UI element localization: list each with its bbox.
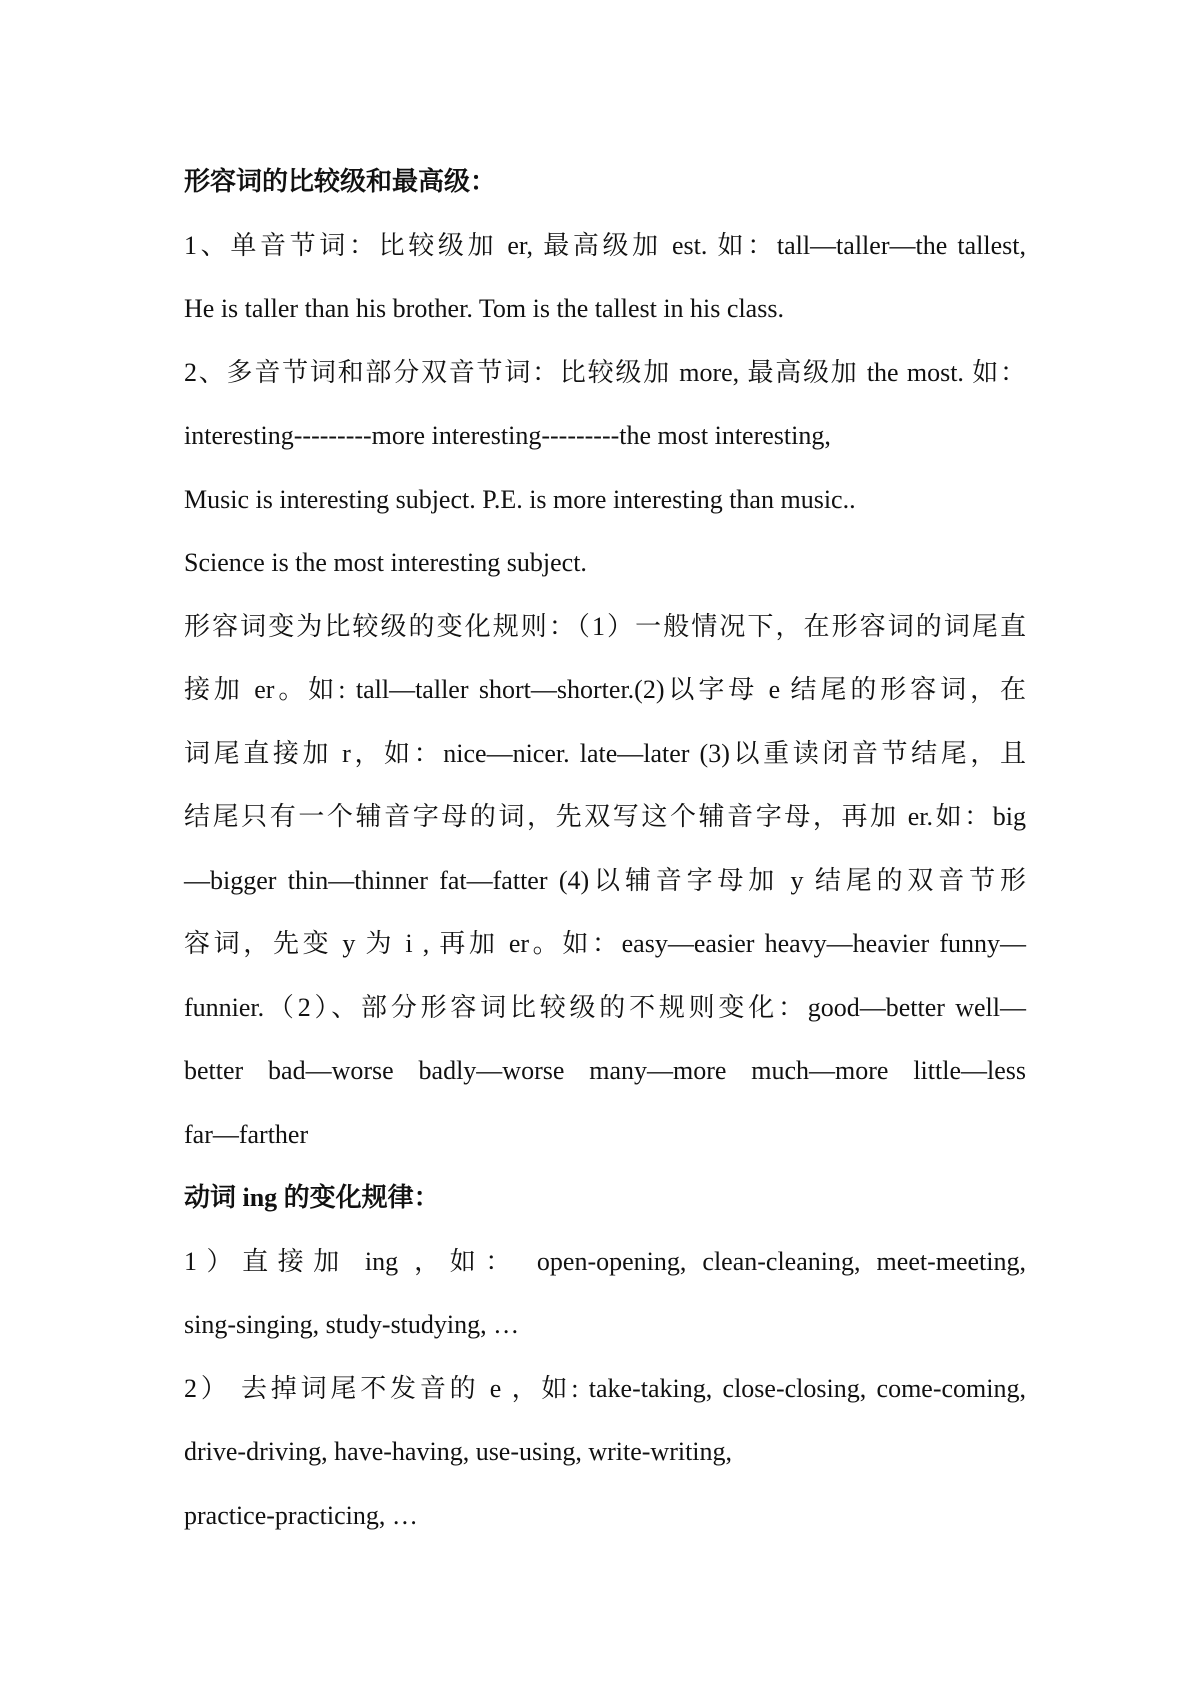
paragraph-line: far—farther <box>184 1119 309 1149</box>
ing-rule-direct <box>184 1230 1026 1357</box>
rule-monosyllabic <box>184 214 1026 341</box>
heading-comparatives: 形容词的比较级和最高级： <box>184 167 497 196</box>
paragraph-line: 形容词变为比较级的变化规则：（1）一般情况下，在形容词的词尾直 <box>184 611 1026 641</box>
paragraph-line: 1）直接加 ing ，如： open-opening, clean-cleaning, meet-meeting, <box>184 1246 1026 1276</box>
paragraph-line: 2） 去掉词尾不发音的 e ，如: take-taking, close-closing, come-coming, <box>184 1373 1026 1403</box>
paragraph-line: 容词，先变 y 为 i , 再加 er。如：easy—easier heavy—heavier funny— <box>184 929 1026 958</box>
paragraph-line: Music is interesting subject. P.E. is more interesting than music.. <box>184 484 856 514</box>
paragraph-line: 词尾直接加 r，如：nice—nicer. late—later (3)以重读闭音节结尾，且 <box>184 738 1026 768</box>
paragraph-line: He is taller than his brother. Tom is the tallest in his class. <box>184 294 784 323</box>
ing-rule-drop-e <box>184 1357 1026 1548</box>
paragraph-line: sing-singing, study-studying, … <box>184 1310 520 1339</box>
paragraph-line: interesting---------more interesting---------the most interesting, <box>184 421 831 450</box>
paragraph-line: 接加 er。如: tall—taller short—shorter.(2)以字母 e 结尾的形容词，在 <box>184 675 1026 704</box>
paragraph-line: —bigger thin—thinner fat—fatter (4)以辅音字母加 y 结尾的双音节形 <box>184 865 1026 895</box>
paragraph-line: better bad—worse badly—worse many—more much—more little—less <box>184 1056 1026 1085</box>
paragraph-line: practice-practicing, … <box>184 1500 418 1530</box>
paragraph-line: Science is the most interesting subject. <box>184 548 587 577</box>
document-body <box>184 150 1026 1547</box>
rule-polysyllabic <box>184 341 1026 595</box>
paragraph-line: drive-driving, have-having, use-using, write-writing, <box>184 1437 733 1466</box>
paragraph-line: 2、多音节词和部分双音节词：比较级加 more, 最高级加 the most. 如： <box>184 357 1026 387</box>
heading-ing-rules: 动词 ing 的变化规律： <box>184 1183 440 1212</box>
comparative-change-rules <box>184 595 1026 1167</box>
paragraph-line: funnier.（2）、部分形容词比较级的不规则变化：good—better well— <box>184 992 1026 1022</box>
paragraph-line: 1、单音节词：比较级加 er, 最高级加 est. 如：tall—taller—the tallest, <box>184 230 1026 260</box>
paragraph-line: 结尾只有一个辅音字母的词，先双写这个辅音字母，再加 er.如：big <box>184 802 1026 831</box>
